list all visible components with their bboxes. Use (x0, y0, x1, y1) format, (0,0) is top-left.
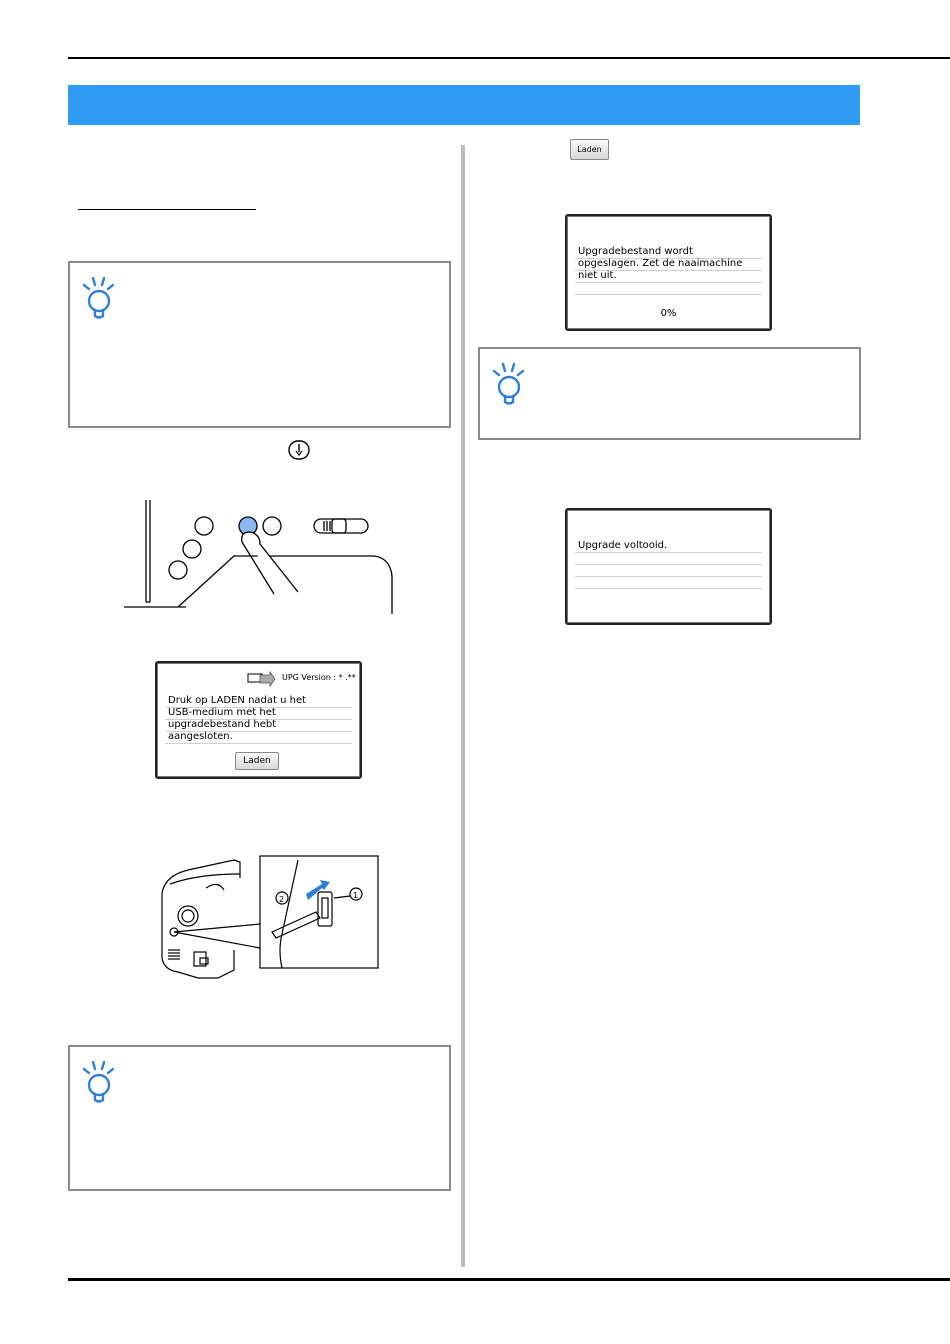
load-screen (155, 661, 362, 779)
note-box-1 (68, 261, 451, 428)
needle-position-icon (288, 440, 310, 460)
progress-text: 0% (660, 308, 677, 319)
screen-line-4: aangesloten. (165, 731, 352, 744)
screen-line-3: niet uit. (575, 270, 762, 283)
screen-line-1: Upgradebestand wordt (575, 246, 762, 259)
svg-text:2: 2 (279, 895, 285, 904)
screen-line-2: USB-medium met het (165, 707, 352, 720)
note-box-2 (68, 1045, 451, 1191)
machine-buttons-illustration (124, 496, 396, 616)
usb-port-illustration (158, 854, 380, 988)
note-bulb-icon (80, 1059, 120, 1107)
column-divider (461, 145, 465, 1267)
heading-underline (78, 209, 256, 210)
note-bulb-icon (490, 361, 530, 409)
bottom-rule (68, 1278, 950, 1281)
screen-line-4 (575, 576, 762, 589)
done-screen (565, 508, 772, 625)
laden-button[interactable]: Laden (235, 752, 279, 770)
section-banner (68, 85, 860, 125)
screen-line-1: Druk op LADEN nadat u het (165, 695, 352, 708)
saving-screen (565, 214, 772, 331)
usb-transfer-icon (246, 671, 276, 689)
top-rule (68, 57, 950, 59)
screen-line-4 (575, 282, 762, 295)
svg-text:1: 1 (353, 891, 359, 900)
inline-laden-button[interactable]: Laden (570, 139, 609, 160)
upg-version-label: UPG Version : * .** (282, 673, 356, 682)
note-box-3 (478, 347, 861, 440)
note-bulb-icon (80, 275, 120, 323)
screen-line-1: Upgrade voltooid. (575, 540, 762, 553)
screen-line-2: opgeslagen. Zet de naaimachine (575, 258, 762, 271)
screen-line-3: upgradebestand hebt (165, 719, 352, 732)
